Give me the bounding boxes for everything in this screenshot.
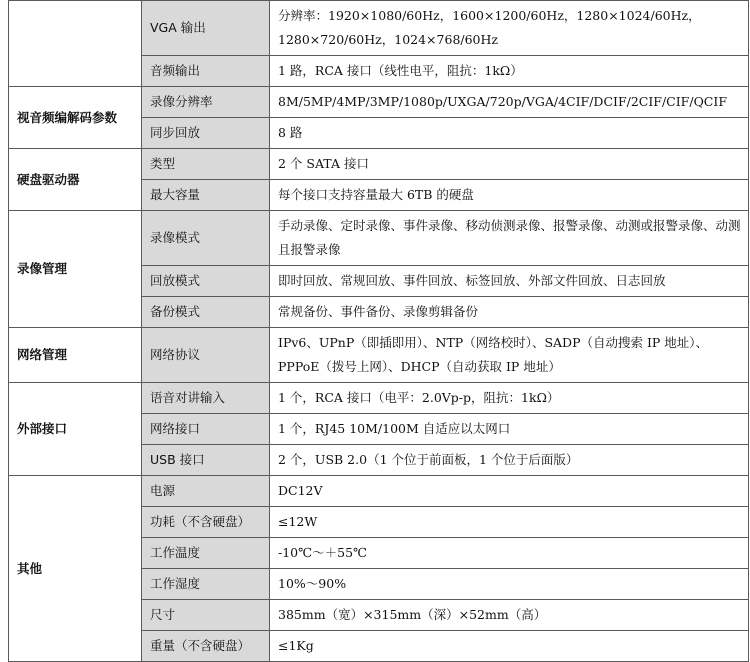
param-cell: 音频输出 (142, 56, 270, 87)
value-cell: 385mm（宽）×315mm（深）×52mm（高） (270, 600, 749, 631)
table-row (9, 1, 749, 56)
category-cell (9, 1, 142, 87)
table-row (9, 87, 749, 118)
param-cell: 录像分辨率 (142, 87, 270, 118)
param-cell: 重量（不含硬盘） (142, 631, 270, 662)
category-cell: 硬盘驱动器 (9, 149, 142, 211)
value-cell: 1 路，RCA 接口（线性电平，阻抗：1kΩ） (270, 56, 749, 87)
param-cell: 网络接口 (142, 414, 270, 445)
category-cell: 其他 (9, 476, 142, 662)
value-cell: 8 路 (270, 118, 749, 149)
value-cell: 2 个，USB 2.0（1 个位于前面板，1 个位于后面版） (270, 445, 749, 476)
value-cell: DC12V (270, 476, 749, 507)
param-cell: 功耗（不含硬盘） (142, 507, 270, 538)
table-row (9, 328, 749, 383)
category-cell: 录像管理 (9, 211, 142, 328)
value-cell: ≤12W (270, 507, 749, 538)
value-cell: 1 个，RCA 接口（电平：2.0Vp-p，阻抗：1kΩ） (270, 383, 749, 414)
value-cell: 分辨率：1920×1080/60Hz，1600×1200/60Hz，1280×1024/60Hz，1280×720/60Hz，1024×768/60Hz (270, 1, 749, 56)
param-cell: 工作湿度 (142, 569, 270, 600)
param-cell: USB 接口 (142, 445, 270, 476)
param-cell: 网络协议 (142, 328, 270, 383)
value-cell: 每个接口支持容量最大 6TB 的硬盘 (270, 180, 749, 211)
value-cell: IPv6、UPnP（即插即用）、NTP（网络校时）、SADP（自动搜索 IP 地址）、PPPoE（拨号上网）、DHCP（自动获取 IP 地址） (270, 328, 749, 383)
value-cell: 8M/5MP/4MP/3MP/1080p/UXGA/720p/VGA/4CIF/DCIF/2CIF/CIF/QCIF (270, 87, 749, 118)
value-cell: 手动录像、定时录像、事件录像、移动侦测录像、报警录像、动测或报警录像、动测且报警录像 (270, 211, 749, 266)
param-cell: 尺寸 (142, 600, 270, 631)
value-cell: -10℃～＋55℃ (270, 538, 749, 569)
param-cell: 最大容量 (142, 180, 270, 211)
param-cell: 语音对讲输入 (142, 383, 270, 414)
param-cell: 同步回放 (142, 118, 270, 149)
category-cell: 视音频编解码参数 (9, 87, 142, 149)
value-cell: 即时回放、常规回放、事件回放、标签回放、外部文件回放、日志回放 (270, 266, 749, 297)
value-cell: 2 个 SATA 接口 (270, 149, 749, 180)
category-cell: 外部接口 (9, 383, 142, 476)
table-row (9, 383, 749, 414)
value-cell: 常规备份、事件备份、录像剪辑备份 (270, 297, 749, 328)
param-cell: 类型 (142, 149, 270, 180)
param-cell: 备份模式 (142, 297, 270, 328)
param-cell: 工作温度 (142, 538, 270, 569)
category-cell: 网络管理 (9, 328, 142, 383)
value-cell: 1 个，RJ45 10M/100M 自适应以太网口 (270, 414, 749, 445)
spec-table (8, 0, 749, 662)
value-cell: ≤1Kg (270, 631, 749, 662)
param-cell: 回放模式 (142, 266, 270, 297)
table-row (9, 149, 749, 180)
table-row (9, 476, 749, 507)
param-cell: VGA 输出 (142, 1, 270, 56)
value-cell: 10%～90% (270, 569, 749, 600)
param-cell: 电源 (142, 476, 270, 507)
table-row (9, 211, 749, 266)
param-cell: 录像模式 (142, 211, 270, 266)
